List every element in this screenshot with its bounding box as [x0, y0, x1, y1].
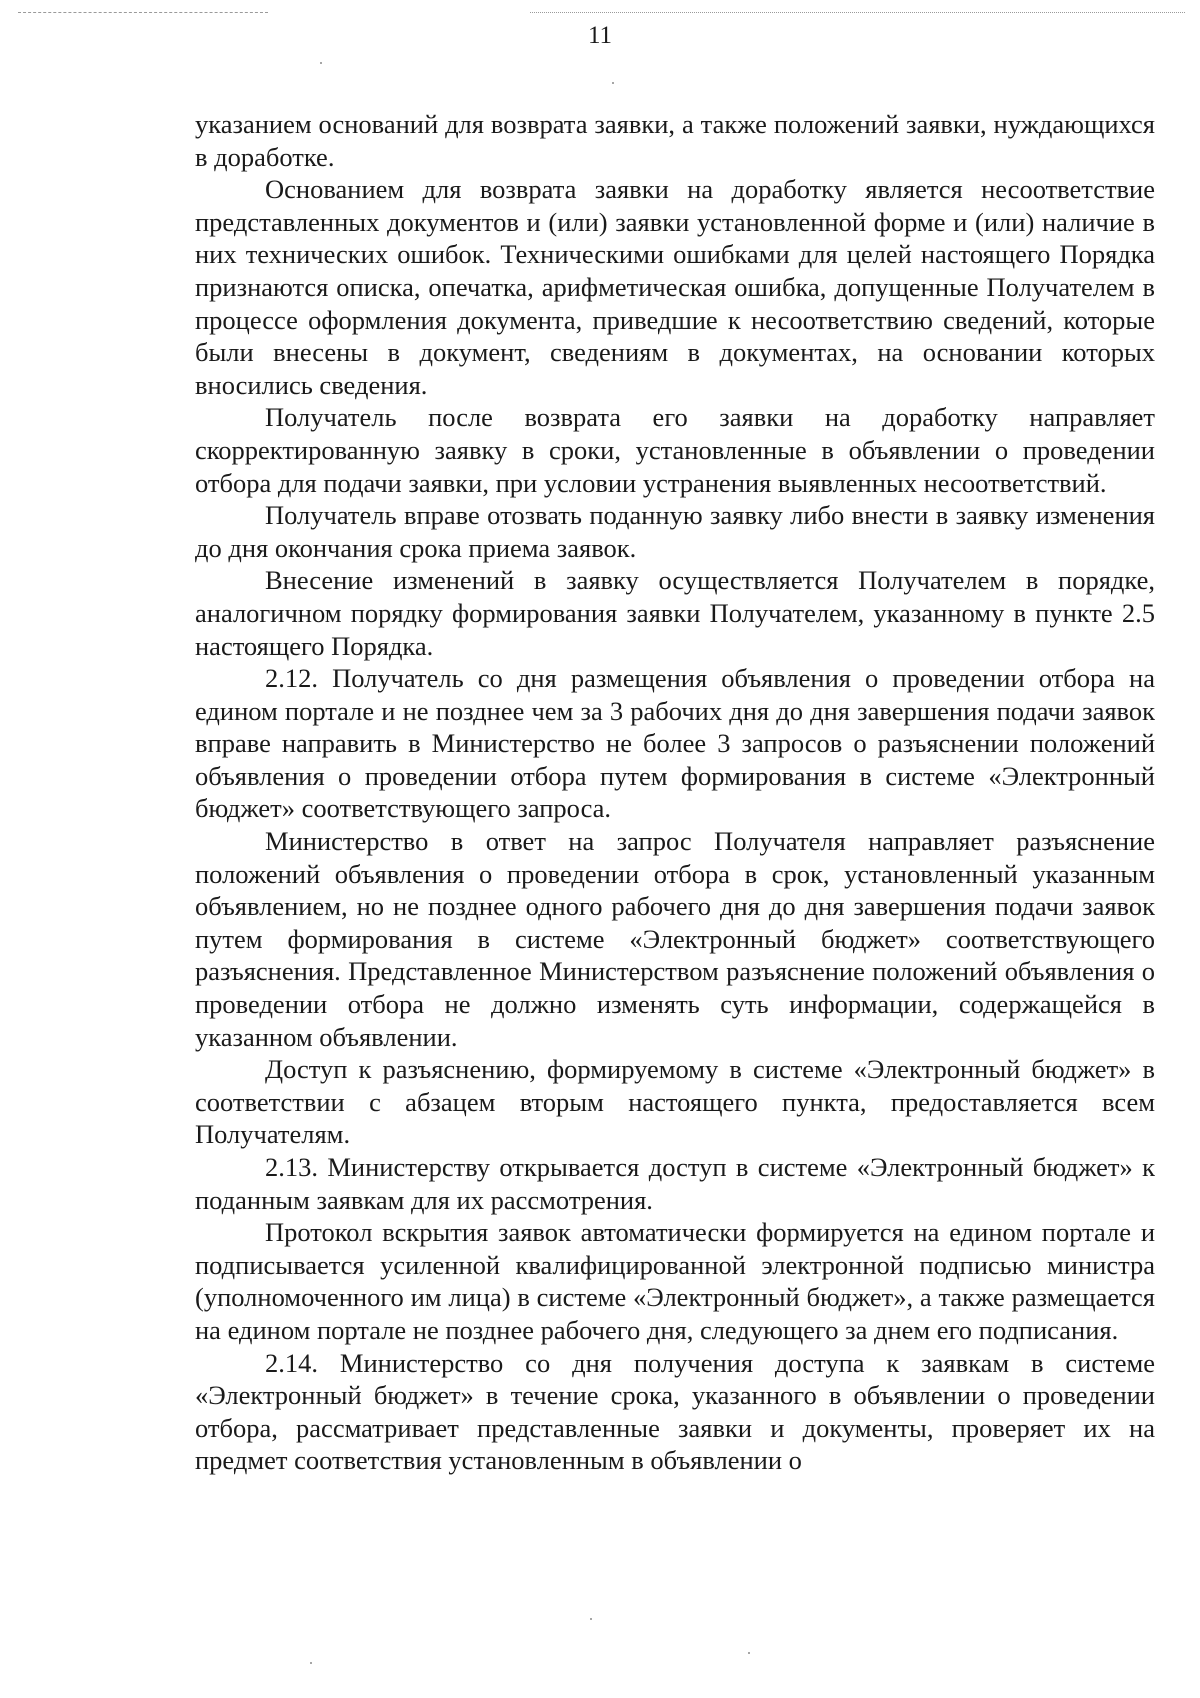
scan-edge-top-right [530, 12, 1185, 13]
document-body [195, 108, 1155, 1477]
page-number: 11 [587, 22, 613, 49]
scan-edge-top-left [18, 12, 268, 13]
scan-speck [310, 1662, 312, 1664]
scan-speck [590, 1618, 592, 1620]
paragraph-access-clarification: Доступ к разъяснению, формируемому в системе «Электронный бюджет» в соответствии с абзацем вторым настоящего пункта, предоставляется всем Получателям. [195, 1054, 1155, 1150]
paragraph-ministry-clarification: Министерство в ответ на запрос Получателя направляет разъяснение положений объявления о проведении отбора в срок, установленный указанным объявлением, но не позднее одного рабочего дня до дня завершения подачи заявок путем формирования в системе «Электронный бюджет» соответствующего разъяснения. Представленное Министерством разъяснение положений объявления о проведении отбора не должно изменять суть информации, содержащейся в указанном объявлении. [195, 826, 1155, 1052]
paragraph-2-12: 2.12. Получатель со дня размещения объявления о проведении отбора на едином портале и не позднее чем за 3 рабочих дня до дня завершения подачи заявок вправе направить в Министерство не более 3 запросов о разъяснении положений объявления о проведении отбора путем формирования в системе «Электронный бюджет» соответствующего запроса. [195, 663, 1155, 824]
paragraph-2-13: 2.13. Министерству открывается доступ в системе «Электронный бюджет» к поданным заявкам для их рассмотрения. [195, 1152, 1155, 1215]
scan-speck [320, 62, 322, 64]
scan-speck [612, 82, 614, 84]
paragraph-corrected-submission: Получатель после возврата его заявки на доработку направляет скорректированную заявку в сроки, установленные в объявлении о проведении отбора для подачи заявки, при условии устранения выявленных несоответствий. [195, 402, 1155, 498]
scan-speck [748, 1652, 750, 1654]
paragraph-withdrawal: Получатель вправе отозвать поданную заявку либо внести в заявку изменения до дня окончания срока приема заявок. [195, 500, 1155, 563]
paragraph-2-14: 2.14. Министерство со дня получения доступа к заявкам в системе «Электронный бюджет» в течение срока, указанного в объявлении о проведении отбора, рассматривает представленные заявки и документы, проверяет их на предмет соответствия установленным в объявлении о [195, 1347, 1155, 1476]
paragraph-continuation: указанием оснований для возврата заявки, а также положений заявки, нуждающихся в доработке. [195, 109, 1155, 172]
paragraph-return-grounds: Основанием для возврата заявки на доработку является несоответствие представленных документов и (или) заявки установленной форме и (или) наличие в них технических ошибок. Техническими ошибками для целей настоящего Порядка признаются описка, опечатка, арифметическая ошибка, допущенные Получателем в процессе оформления документа, приведшие к несоответствию сведений, которые были внесены в документ, сведениям в документах, на основании которых вносились сведения. [195, 174, 1155, 400]
paragraph-amendments: Внесение изменений в заявку осуществляется Получателем в порядке, аналогичном порядку формирования заявки Получателем, указанному в пункте 2.5 настоящего Порядка. [195, 565, 1155, 661]
paragraph-opening-protocol: Протокол вскрытия заявок автоматически формируется на едином портале и подписывается усиленной квалифицированной электронной подписью министра (уполномоченного им лица) в системе «Электронный бюджет», а также размещается на едином портале не позднее рабочего дня, следующего за днем его подписания. [195, 1217, 1155, 1345]
